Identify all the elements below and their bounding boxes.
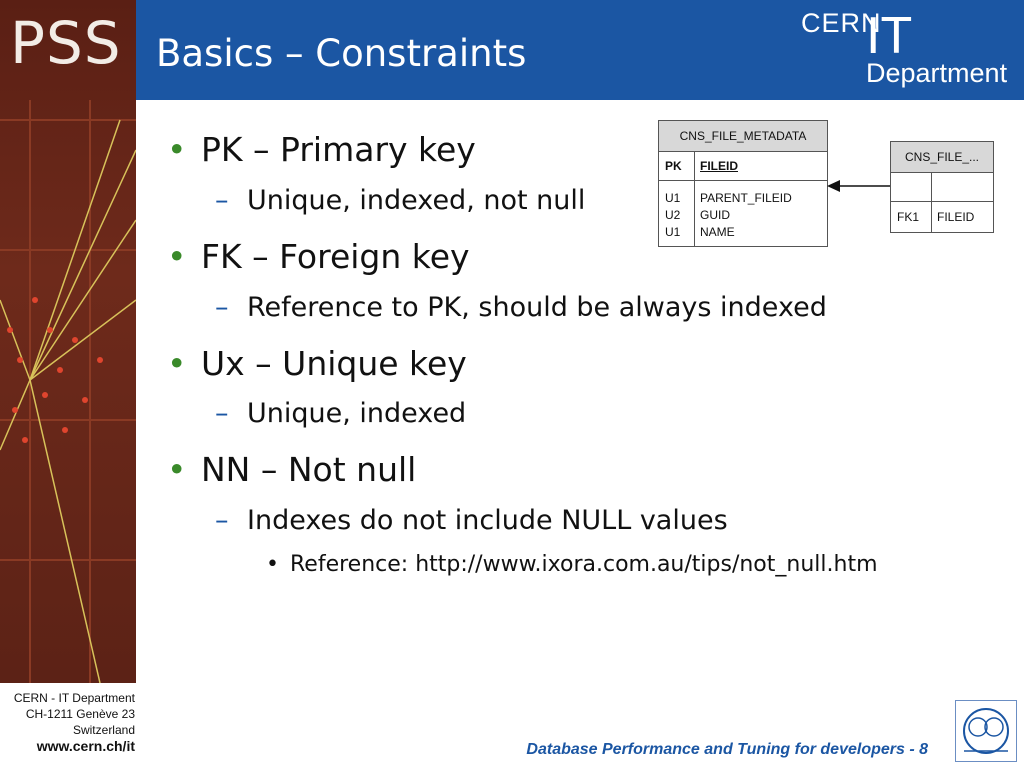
footer-line: CERN - IT Department (13, 691, 135, 705)
er-pk-column: FILEID (700, 159, 738, 173)
er-column: PARENT_FILEID (700, 191, 792, 205)
sub-bullet-item (215, 185, 585, 216)
footer-line: Switzerland (72, 723, 135, 737)
cern-logo-icon (955, 700, 1017, 762)
sub-bullet-item (215, 398, 466, 429)
er-fk-label: FK1 (897, 210, 920, 224)
reference-link[interactable]: Reference: http://www.ixora.com.au/tips/not_null.htm (290, 552, 878, 577)
logo-dept-text: Department (866, 58, 1008, 88)
sub-bullet-label: Unique, indexed (247, 398, 467, 429)
footer-url[interactable]: www.cern.ch/it (36, 738, 135, 754)
er-key-label: U1 (665, 191, 681, 205)
logo-it-text: IT (866, 7, 913, 65)
er-column: NAME (700, 225, 735, 239)
er-key-label: U2 (665, 208, 681, 222)
bullet-item (167, 450, 416, 489)
sub-bullet-item (215, 505, 728, 536)
er-column: GUID (700, 208, 730, 222)
er-table-metadata (658, 120, 828, 247)
sub-bullet-label: Reference to PK, should be always indexed (247, 292, 827, 323)
side-label: PSS (10, 9, 122, 77)
footer-line: CH-1211 Genève 23 (25, 707, 135, 721)
sub-bullet-label: Unique, indexed, not null (247, 185, 586, 216)
dash-icon: – (215, 292, 229, 323)
bullet-item (167, 237, 470, 276)
bullet-dot-icon: • (167, 450, 187, 489)
sub-bullet-label: Indexes do not include NULL values (247, 505, 728, 536)
bullet-dot-icon: • (167, 130, 187, 169)
dash-icon: – (215, 185, 229, 216)
bullet-dot-icon: • (266, 552, 279, 577)
relationship-arrow (826, 176, 892, 196)
er-key-label: U1 (665, 225, 681, 239)
bullet-dot-icon: • (167, 344, 187, 383)
bullet-label: Ux – Unique key (201, 344, 467, 383)
slide-header (136, 0, 1024, 100)
collision-art (0, 0, 136, 683)
bullet-dot-icon: • (167, 237, 187, 276)
bullet-label: FK – Foreign key (201, 237, 470, 276)
bullet-label: PK – Primary key (201, 130, 476, 169)
bullet-item (167, 130, 476, 169)
er-table-name: CNS_FILE_METADATA (659, 121, 827, 152)
side-decoration (0, 0, 136, 683)
dash-icon: – (215, 398, 229, 429)
bullet-label: NN – Not null (201, 450, 417, 489)
er-fk-column: FILEID (937, 210, 975, 224)
er-table-name: CNS_FILE_... (891, 142, 993, 173)
footer-slide-caption: Database Performance and Tuning for developers - 8 (526, 741, 928, 758)
dash-icon: – (215, 505, 229, 536)
logo-cern-text: CERN (801, 8, 882, 38)
bullet-item (167, 344, 467, 383)
footer-address (0, 690, 135, 754)
er-pk-label: PK (665, 159, 682, 173)
er-table-file (890, 141, 994, 233)
slide-title: Basics – Constraints (156, 32, 527, 75)
sub-bullet-item (215, 292, 827, 323)
reference-item (266, 552, 878, 577)
